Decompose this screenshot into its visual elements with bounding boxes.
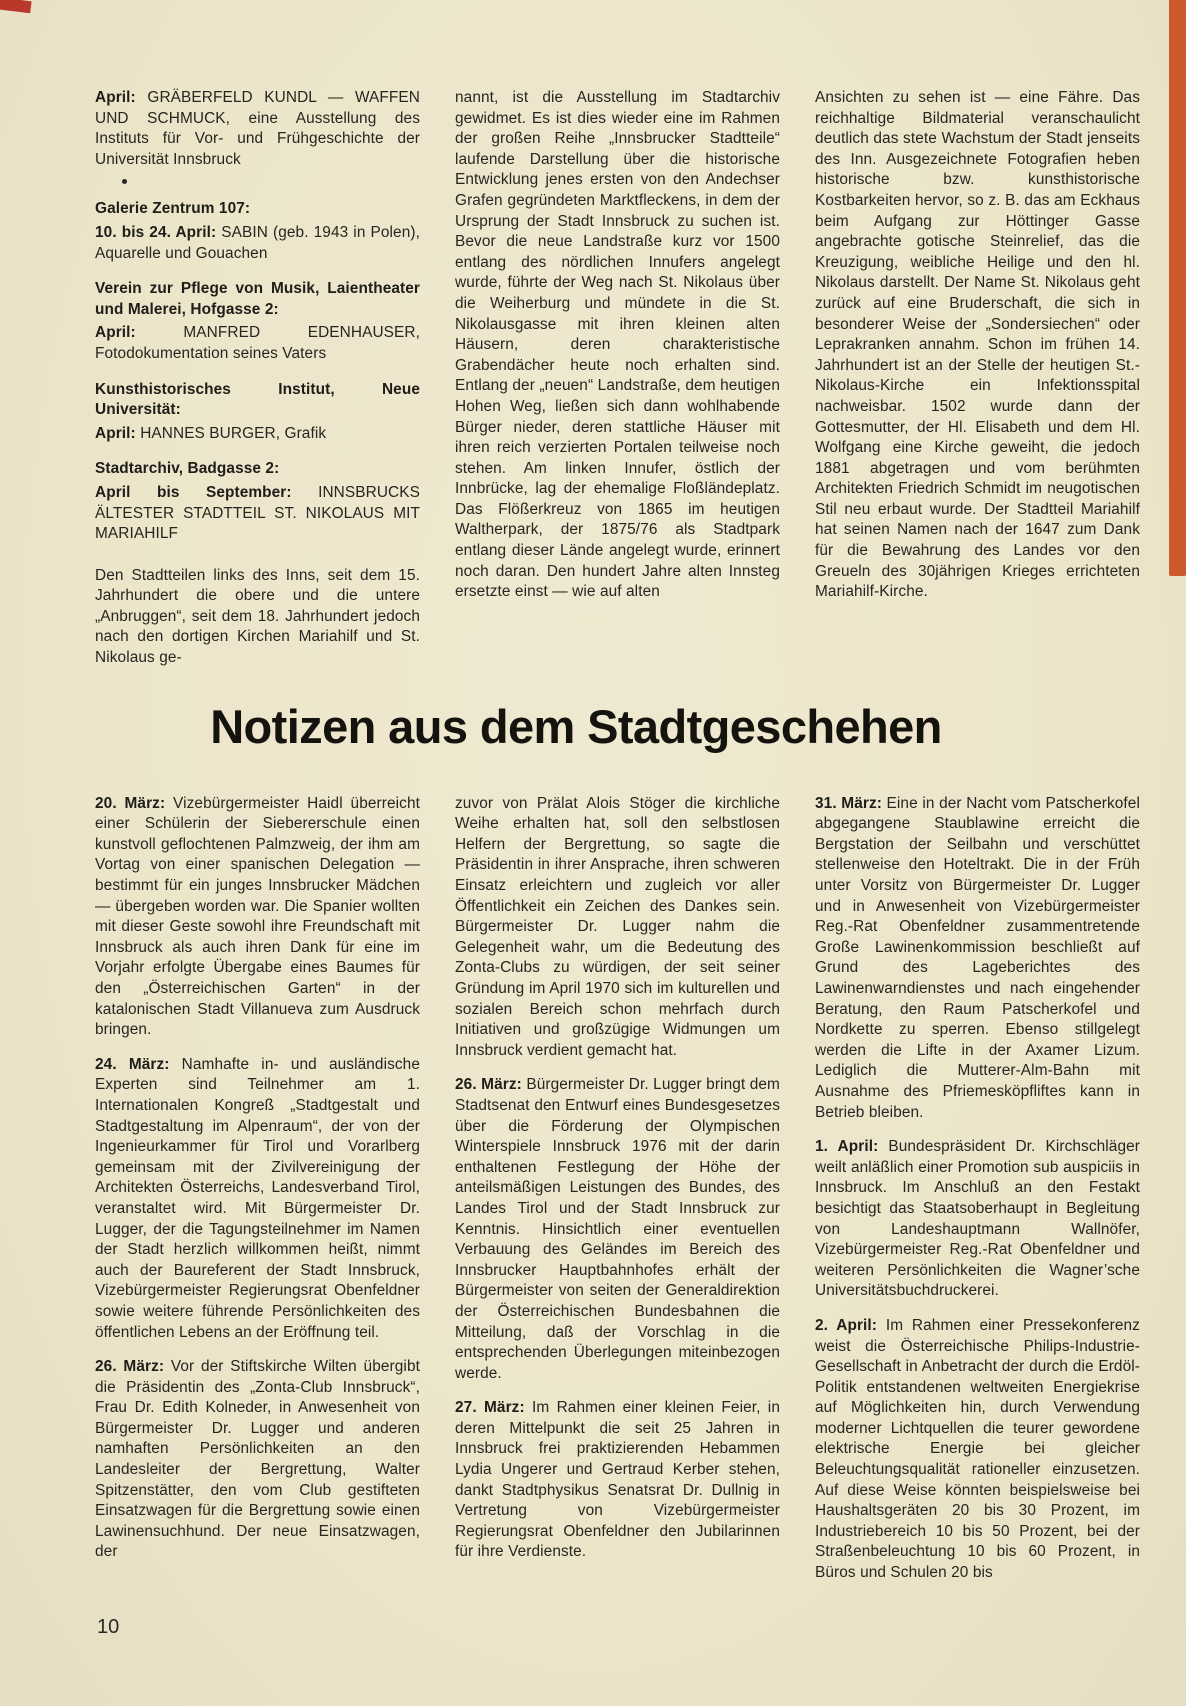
- news-text: Vizebürgermeister Haidl überreicht einer Schülerin der Siebererschule einen kunstvoll geflochtenen Palmzweig, der ihm am Vortag von einer spanischen Delegation — bestimmt für ein junges Innsbrucker Mädchen — übergeben worden war. Die Spanier wollten mit dieser Geste sowohl ihre Freundschaft mit Innsbruck als auch ihren Dank für eine im Vorjahr erfolgte Übergabe eines Baumes für den „Österreichischen Garten“ in der katalonischen Stadt Villanueva zum Ausdruck bringen.: [95, 794, 420, 1039]
- article-paragraph: Den Stadtteilen links des Inns, seit dem 15. Jahrhundert die obere und die untere „Anbruggen“, seit dem 18. Jahrhundert jedoch nach den dortigen Kirchen Mariahilf und St. Nikolaus ge-: [95, 566, 420, 667]
- news-text: Eine in der Nacht vom Patscherkofel abgegangene Staublawine erreicht die Bergstation der Seilbahn und verschüttet stellenweise den Hoteltrakt. Die in der Früh unter Vorsitz von Bürgermeister Dr. Lugger und in Anwesenheit von Vizebürgermeister Reg.-Rat Obenfeldner zusammentretende Große Lawinenkommission beschließt auf Grund des Lageberichtes des Lawinenwarndienstes und nach eingehender Beratung, den Raum Patscherkofel und Nordkette zu sperren. Ebenso stillgelegt werden die Lifte in der Axamer Lizum. Lediglich die Mutterer-Alm-Bahn mit Ausnahme des Pfriemesköpfliftes kann in Betrieb bleiben.: [815, 794, 1140, 1121]
- news-text: Im Rahmen einer Pressekonferenz weist die Österreichische Philips-Industrie-Gesellschaft in Anbetracht der durch die Erdöl-Politik entstandenen weltweiten Energiekrise auf Möglichkeiten hin, durch Verwendung moderner Lichtquellen die teurer gewordene elektrische Energie bei gleicher Beleuchtungsqualität rationeller einzusetzen. Auf diese Weise könnten beispielsweise bei Haushaltsgeräten 20 bis 30 Prozent, im Industriebereich 10 bis 50 Prozent, bei der Straßenbeleuchtung 10 bis 60 Prozent, in Büros und Schulen 20 bis: [815, 1316, 1140, 1582]
- article-paragraph: Ansichten zu sehen ist — eine Fähre. Das reichhaltige Bildmaterial veranschaulicht deutlich das stete Wachstum der Stadt jenseits des Inn. Ausgezeichnete Fotografien heben historische bzw. kunsthistorische Kostbarkeiten hervor, so z. B. das am Eckhaus beim Aufgang zur Höttinger Gasse angebrachte gotische Steinrelief, das die Kreuzigung, weibliche Heilige und den hl. Nikolaus darstellt. Der Name St. Nikolaus geht zurück auf eine Bruderschaft, die sich in besonderer Weise der „Sondersiechen“ oder Leprakranken annahm. Schon im frühen 14. Jahrhundert ist an der Stelle der heutigen St.-Nikolaus-Kirche ein Infektionsspital nachweisbar. 1502 wurde dann der Gottesmutter, der Hl. Elisabeth und dem Hl. Wolfgang eine Kirche geweiht, die jedoch 1881 abgetragen und vom berühmten Architekten Friedrich Schmidt im neugotischen Stil neu erbaut wurde. Der Stadtteil Mariahilf hat seinen Namen nach der 1647 zum Dank für die Bewahrung des Landes vor den Greueln des 30jährigen Krieges errichteten Mariahilf-Kirche.: [815, 89, 1140, 601]
- news-text: Bürgermeister Dr. Lugger bringt dem Stadtsenat den Entwurf eines Bundesgesetzes über die Förderung der Olympischen Winterspiele Innsbruck 1976 mit der darin enthaltenen Festlegung der Höhe der anteilsmäßigen Leistungen des Bundes, des Landes Tirol und der Stadt Innsbruck zur Kenntnis. Hinsichtlich einer eventuellen Verbauung des Geländes im Bereich des Innsbrucker Hauptbahnhofes erhält der Bürgermeister von seiten der Generaldirektion der Österreichischen Bundesbahnen die Mitteilung, daß der Vorschlag in die entsprechenden Überlegungen miteinbezogen werde.: [455, 1076, 780, 1382]
- news-date: 31. März:: [815, 794, 882, 812]
- bottom-column-1: [95, 794, 420, 1563]
- entry-lead: April:: [95, 324, 136, 342]
- news-section: [95, 794, 1141, 1584]
- article-paragraph: nannt, ist die Ausstellung im Stadtarchiv gewidmet. Es ist dies wieder eine im Rahmen der großen Reihe „Innsbrucker Stadtteile“ laufende Darstellung über die historische Entwicklung jenes ersten von den Andechser Grafen gegründeten Marktfleckens, in dem der Ursprung der Stadt Innsbruck zu suchen ist. Bevor die neue Landstraße kurz vor 1500 entlang des nördlichen Innufers angelegt wurde, führte der Weg nach St. Nikolaus über die Weiherburg und mündete in die St. Nikolausgasse mit ihren kleinen alten Häusern, deren charakteristische Grabendächer heute noch erhalten sind. Entlang der „neuen“ Landstraße, dem heutigen Hohen Weg, ließen sich dann wohlhabende Bürger nieder, deren stattliche Häuser mit ihren reich verzierten Portalen teilweise noch stehen. Am linken Innufer, östlich der Innbrücke, lag der ehemalige Floßländeplatz. Das Flößerkreuz von 1865 im heutigen Waltherpark, der 1875/76 als Stadtpark entlang dieser Lände angelegt wurde, erinnert noch daran. Den hundert Jahre alten Innsteg ersetzte einst — wie auf alten: [455, 89, 780, 601]
- venue-heading: Kunsthistorisches Institut, Neue Universität:: [95, 380, 420, 419]
- top-column-2: [455, 88, 780, 603]
- news-date: 2. April:: [815, 1316, 878, 1334]
- news-date: 26. März:: [455, 1076, 522, 1094]
- news-text: Im Rahmen einer kleinen Feier, in deren Mittelpunkt die seit 25 Jahren in Innsbruck frei praktizierenden Hebammen Lydia Ungerer und Gertraud Kerber stehen, dankt Stadtphysikus Senatsrat Dr. Dullnig in Vertretung von Vizebürgermeister Regierungsrat Obenfeldner den Jubilarinnen für ihre Verdienste.: [455, 1399, 780, 1561]
- entry-text: MANFRED EDENHAUSER, Fotodokumentation seines Vaters: [95, 324, 420, 362]
- red-corner-print-mark: [0, 0, 32, 13]
- news-text: Namhafte in- und ausländische Experten sind Teilnehmer am 1. Internationalen Kongreß „Stadtgestalt und Stadtgestaltung im Alpenraum“, der von der Ingenieurkammer für Tirol und Vorarlberg gemeinsam mit der Zivilvereinigung der Architekten Österreichs, Landesverband Tirol, veranstaltet wird. Mit Bürgermeister Dr. Lugger, der die Tagungsteilnehmer im Namen der Stadt herzlich willkommen heißt, nimmt auch der Baureferent der Stadt Innsbruck, Vizebürgermeister Regierungsrat Obenfeldner sowie weitere führende Persönlichkeiten des öffentlichen Lebens an der Eröffnung teil.: [95, 1055, 420, 1341]
- news-text: Bundespräsident Dr. Kirchschläger weilt anläßlich einer Promotion sub auspiciis in Innsbruck. Im Anschluß an den Festakt besichtigt das Staatsoberhaupt in Begleitung von Landeshauptmann Wallnöfer, Vizebürgermeister Reg.-Rat Obenfeldner und weiteren Persönlichkeiten die Wagner’sche Universitätsbuchdruckerei.: [815, 1138, 1140, 1300]
- news-entry: [95, 1357, 420, 1563]
- entry-lead: April:: [95, 424, 136, 442]
- news-date: 20. März:: [95, 794, 166, 812]
- entry-text: HANNES BURGER, Grafik: [140, 424, 327, 442]
- exhibition-entry: [95, 88, 420, 170]
- ink-dot-mark: [122, 179, 127, 184]
- entry-text: SABIN (geb. 1943 in Polen), Aquarelle und Gouachen: [95, 223, 420, 262]
- top-column-3: [815, 88, 1140, 603]
- news-entry: [455, 1398, 780, 1563]
- venue-heading: Stadtarchiv, Badgasse 2:: [95, 460, 280, 478]
- bottom-column-3: [815, 794, 1140, 1584]
- news-entry: [815, 794, 1140, 1124]
- news-text: zuvor von Prälat Alois Stöger die kirchliche Weihe erhalten hat, soll den selbstlosen Helfern der Bergrettung, so sagte die Präsidentin in ihrer Ansprache, ihren schweren Einsatz erleichtern und zugleich vor aller Öffentlichkeit ein Zeichen des Dankes sein. Bürgermeister Dr. Lugger nahm die Gelegenheit wahr, um die Bedeutung des Zonta-Clubs zu würdigen, der seit seiner Gründung im April 1970 sich im kulturellen und sozialen Bereich schon mehrfach durch Initiativen und großzügige Widmungen um Innsbruck verdient gemacht hat.: [455, 794, 780, 1059]
- page-number: 10: [97, 1616, 120, 1638]
- exhibition-entry: [95, 483, 420, 545]
- news-text: Vor der Stiftskirche Wilten übergibt die Präsidentin des „Zonta-Club Innsbruck“, Frau Dr. Edith Kolneder, in Anwesenheit von Bürgermeister Dr. Lugger und anderen namhaften Persönlichkeiten an den Landesleiter der Bergrettung, Walter Spitzenstätter, den vom Club gestifteten Einsatzwagen für die Bergrettung sowie einen Lawinensuchhund. Der neue Einsatzwagen, der: [95, 1358, 420, 1561]
- news-date: 24. März:: [95, 1055, 170, 1073]
- exhibitions-section: [95, 88, 1141, 669]
- news-date: 26. März:: [95, 1358, 165, 1376]
- exhibition-entry: [95, 424, 420, 445]
- news-entry: [455, 1075, 780, 1384]
- page-content: [95, 88, 1141, 1584]
- entry-text: INNSBRUCKS ÄLTESTER STADTTEIL ST. NIKOLAUS MIT MARIAHILF: [95, 483, 420, 543]
- news-date: 1. April:: [815, 1138, 879, 1156]
- top-column-1: [95, 88, 420, 669]
- entry-text: GRÄBERFELD KUNDL — WAFFEN UND SCHMUCK, eine Ausstellung des Instituts für Vor- und Frühgeschichte der Universität Innsbruck: [95, 89, 420, 168]
- bottom-column-2: [455, 794, 780, 1563]
- orange-page-edge-bar: [1169, 0, 1186, 576]
- entry-lead: April bis September:: [95, 483, 292, 501]
- exhibition-entry: [95, 323, 420, 364]
- section-headline: Notizen aus dem Stadtgeschehen: [210, 699, 942, 753]
- news-entry-continuation: [455, 794, 780, 1062]
- entry-lead: April:: [95, 89, 136, 106]
- venue-heading: Galerie Zentrum 107:: [95, 200, 251, 218]
- news-date: 27. März:: [455, 1399, 525, 1417]
- news-entry: [95, 794, 420, 1041]
- news-entry: [815, 1137, 1140, 1302]
- exhibition-entry: [95, 223, 420, 264]
- entry-lead: 10. bis 24. April:: [95, 223, 217, 241]
- news-entry: [95, 1055, 420, 1343]
- venue-heading: Verein zur Pflege von Musik, Laientheater und Malerei, Hofgasse 2:: [95, 280, 420, 318]
- news-entry: [815, 1316, 1140, 1584]
